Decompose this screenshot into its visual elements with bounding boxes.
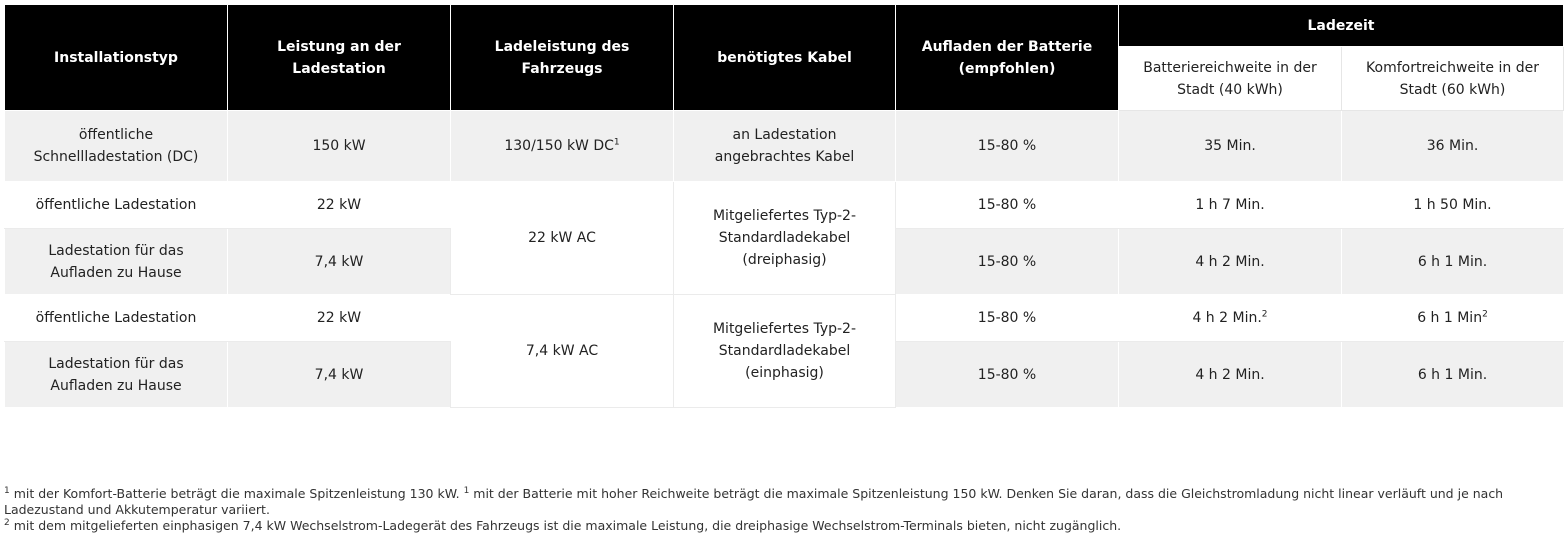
cell-typ-line2: Aufladen zu Hause: [50, 377, 182, 394]
cell-ladezeit-60: 6 h 1 Min.: [1342, 342, 1564, 408]
cell-typ-line2: Schnellladestation (DC): [33, 149, 199, 165]
cell-typ-line1: Ladestation für das: [48, 242, 184, 259]
header-aufladen-line2: (empfohlen): [958, 60, 1056, 77]
footnote-2-marker: 2: [4, 517, 10, 528]
cell-ladezeit-40: [1119, 295, 1342, 342]
cell-kabel-line1: Mitgeliefertes Typ-2-: [712, 321, 857, 337]
table-row: [5, 295, 1564, 342]
cell-aufladen: 15-80 %: [896, 111, 1119, 182]
cell-fahrzeug-merged: 22 kW AC: [451, 182, 674, 295]
footnote-2: [4, 518, 1534, 534]
header-aufladen-line1: Aufladen der Batterie: [921, 38, 1093, 55]
footnote-1-marker: 1: [4, 485, 10, 496]
footnote-1-text-b: mit der Batterie mit hoher Reichweite beträgt die maximale Spitzenleistung 150 kW. Denken Sie daran, dass die Gleichstromladung nicht linear verläuft und je nach Ladezustand und Akkutemperatur variiert.: [4, 486, 1504, 517]
cell-ladezeit-40: 4 h 2 Min.: [1119, 229, 1342, 295]
cell-leistung: 7,4 kW: [228, 342, 451, 408]
header-stadt40-line2: Stadt (40 kWh): [1177, 81, 1283, 98]
cell-aufladen: 15-80 %: [896, 342, 1119, 408]
cell-typ: [5, 342, 228, 408]
table-row: [5, 182, 1564, 229]
cell-typ: [5, 111, 228, 182]
cell-kabel-line1: Mitgeliefertes Typ-2-: [712, 208, 857, 224]
cell-ladezeit-60: 6 h 1 Min.: [1342, 229, 1564, 295]
cell-fahrzeug: [451, 111, 674, 182]
cell-aufladen: 15-80 %: [896, 229, 1119, 295]
header-stadt60: [1342, 47, 1564, 111]
cell-kabel-merged: [674, 295, 896, 408]
footnote-ref: 1: [613, 137, 620, 148]
header-ladezeit: Ladezeit: [1119, 5, 1564, 47]
footnote-ref: 2: [1261, 309, 1268, 320]
cell-aufladen: 15-80 %: [896, 295, 1119, 342]
cell-kabel-merged: [674, 182, 896, 295]
charging-table: [4, 4, 1564, 408]
cell-leistung: 7,4 kW: [228, 229, 451, 295]
header-installationstyp: Installationstyp: [5, 5, 228, 111]
cell-ladezeit-60: 1 h 50 Min.: [1342, 182, 1564, 229]
cell-kabel-line3: (dreiphasig): [742, 252, 827, 268]
cell-kabel-line1: an Ladestation: [732, 127, 837, 143]
cell-aufladen: 15-80 %: [896, 182, 1119, 229]
header-ladeleistung-fahrzeug: Ladeleistung des Fahrzeugs: [451, 5, 674, 111]
cell-kabel-line2: Standardladekabel: [718, 230, 851, 246]
cell-fahrzeug-text: 130/150 kW DC: [504, 138, 614, 154]
cell-typ-line1: öffentliche: [78, 127, 154, 143]
header-stadt60-line1: Komfortreichweite in der: [1366, 59, 1539, 76]
cell-ladezeit-40: 1 h 7 Min.: [1119, 182, 1342, 229]
header-stadt40-line1: Batteriereichweite in der: [1143, 59, 1317, 76]
footnote-ref: 2: [1482, 309, 1488, 320]
cell-leistung: 150 kW: [228, 111, 451, 182]
cell-typ: öffentliche Ladestation: [5, 295, 228, 342]
cell-ladezeit-40-text: 4 h 2 Min.: [1192, 310, 1262, 326]
cell-ladezeit-40: 35 Min.: [1119, 111, 1342, 182]
cell-fahrzeug-merged: 7,4 kW AC: [451, 295, 674, 408]
header-stadt60-line2: Stadt (60 kWh): [1399, 81, 1506, 98]
header-stadt40: [1119, 47, 1342, 111]
cell-kabel-line3: (einphasig): [745, 365, 824, 381]
cell-leistung: 22 kW: [228, 182, 451, 229]
header-leistung-station: Leistung an der Ladestation: [228, 5, 451, 111]
footnote-1-marker-2: 1: [463, 485, 470, 496]
cell-typ-line1: Ladestation für das: [48, 355, 184, 372]
cell-ladezeit-60: [1342, 295, 1564, 342]
cell-kabel-line2: Standardladekabel: [718, 343, 851, 359]
table-row: [5, 111, 1564, 182]
cell-typ: öffentliche Ladestation: [5, 182, 228, 229]
cell-leistung: 22 kW: [228, 295, 451, 342]
cell-ladezeit-60-text: 6 h 1 Min: [1417, 310, 1483, 326]
cell-kabel: [674, 111, 896, 182]
footnote-1-text-a: mit der Komfort-Batterie beträgt die maximale Spitzenleistung 130 kW.: [9, 486, 464, 501]
cell-kabel-line2: angebrachtes Kabel: [714, 149, 855, 165]
cell-typ-line2: Aufladen zu Hause: [50, 264, 182, 281]
footnotes: [4, 486, 1534, 534]
cell-ladezeit-60: 36 Min.: [1342, 111, 1564, 182]
header-kabel: benötigtes Kabel: [674, 5, 896, 111]
header-aufladen: [896, 5, 1119, 111]
cell-typ: [5, 229, 228, 295]
footnote-2-text: mit dem mitgelieferten einphasigen 7,4 kW Wechselstrom-Ladegerät des Fahrzeugs ist die maximale Leistung, die dreiphasige Wechselstrom-Terminals bieten, nicht zugänglich.: [9, 518, 1122, 533]
footnote-1: [4, 486, 1534, 518]
cell-ladezeit-40: 4 h 2 Min.: [1119, 342, 1342, 408]
